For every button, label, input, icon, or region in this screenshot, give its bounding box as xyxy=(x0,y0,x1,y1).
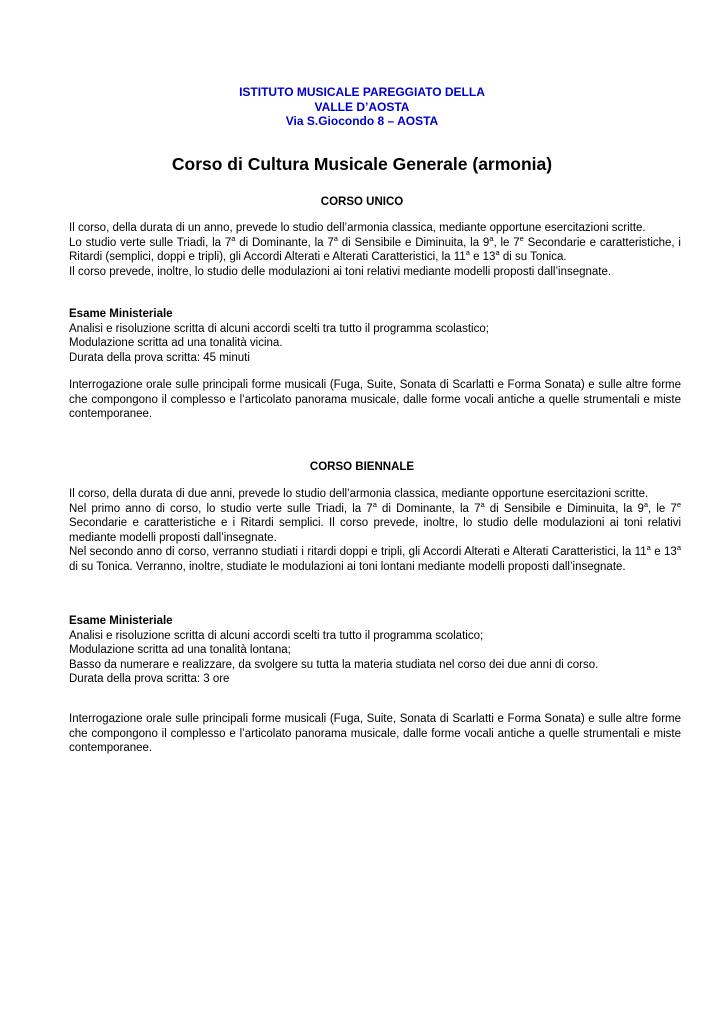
text: Lo studio verte sulle Triadi, la 7 xyxy=(69,236,232,249)
corso-biennale-secondo-anno xyxy=(69,545,681,574)
document-title: Corso di Cultura Musicale Generale (armonia) xyxy=(171,154,553,174)
esame-line: Analisi e risoluzione scritta di alcuni accordi scelti tra tutto il programma scolatico; xyxy=(69,629,484,642)
text: e 13 xyxy=(650,546,677,558)
superscript: a xyxy=(489,233,494,243)
corso-biennale-esame xyxy=(69,614,681,687)
text: Secondarie e caratteristiche, i Ritardi (semplici, doppi e tripli), gli Accordi Alterati e Alterati Caratteristici, la 11 xyxy=(69,236,681,263)
corso-unico-intro: Il corso, della durata di un anno, prevede lo studio dell’armonia classica, mediante opportune esercitazioni scritte. xyxy=(69,222,646,234)
text: , le 7 xyxy=(648,502,677,515)
section-title-corso-unico: CORSO UNICO xyxy=(320,196,404,208)
text: di Dominante, la 7 xyxy=(376,502,481,515)
corso-unico-modulazioni: Il corso prevede, inoltre, lo studio delle modulazioni ai toni relativi mediante modelli proposti dall’insegnate. xyxy=(69,265,612,278)
esame-title: Esame Ministeriale xyxy=(69,615,173,627)
corso-biennale-description xyxy=(69,487,681,574)
esame-line: Basso da numerare e realizzare, da svolgere su tutta la materia studiata nel corso dei due anni di corso. xyxy=(69,658,599,671)
corso-unico-orale: Interrogazione orale sulle principali forme musicali (Fuga, Suite, Sonata di Scarlatti e Forma Sonata) e sulle altre forme che compongono il complesso e l’articolato panorama musicale, dalle forme vocali antiche a quelle strumentali e miste contemporanee. xyxy=(69,379,681,420)
superscript: a xyxy=(495,248,500,258)
esame-line: Modulazione scritta ad una tonalità lontana; xyxy=(69,644,291,656)
corso-biennale-primo-anno xyxy=(69,499,681,546)
superscript: a xyxy=(465,248,470,258)
superscript: a xyxy=(480,499,485,509)
superscript: a xyxy=(676,543,681,553)
text: Nel secondo anno di corso, verranno studiati i ritardi doppi e tripli, gli Accordi Alterati e Alterati Caratteristici, la 11 xyxy=(69,546,647,558)
text: , le 7 xyxy=(493,236,520,249)
text: Secondarie e caratteristiche e i Ritardi semplici. Il corso prevede, inoltre, lo studio delle modulazioni ai toni relativi mediante modelli proposti dall’insegnate. xyxy=(69,517,681,544)
text: di Sensibile e Diminuita, la 9 xyxy=(337,236,490,249)
corso-unico-studio xyxy=(69,233,681,265)
corso-unico-esame xyxy=(69,307,681,365)
superscript: a xyxy=(372,499,377,509)
header-line-2: VALLE D’AOSTA xyxy=(314,99,410,114)
superscript: e xyxy=(676,499,681,509)
text: di Sensibile e Diminuita, la 9 xyxy=(484,502,644,515)
institute-header xyxy=(0,85,724,129)
esame-line: Analisi e risoluzione scritta di alcuni accordi scelti tra tutto il programma scolastico; xyxy=(69,322,489,335)
section-title-corso-biennale: CORSO BIENNALE xyxy=(309,461,415,473)
text: Nel primo anno di corso, lo studio verte sulle Triadi, la 7 xyxy=(69,502,373,515)
corso-biennale-orale: Interrogazione orale sulle principali forme musicali (Fuga, Suite, Sonata di Scarlatti e Forma Sonata) e sulle altre forme che compongono il complesso e l’articolato panorama musicale, dalle forme vocali antiche a quelle strumentali e miste contemporanee. xyxy=(69,713,681,754)
corso-biennale-intro: Il corso, della durata di due anni, prevede lo studio dell’armonia classica, mediante opportune esercitazioni scritte. xyxy=(69,488,649,500)
esame-title: Esame Ministeriale xyxy=(69,308,173,320)
text: di su Tonica. Verranno, inoltre, studiate le modulazioni ai toni lontani mediante modelli proposti dall’insegnate. xyxy=(69,560,626,573)
text: e 13 xyxy=(469,251,496,263)
superscript: a xyxy=(231,233,236,243)
text: di su Tonica. xyxy=(499,251,567,263)
header-line-3: Via S.Giocondo 8 – AOSTA xyxy=(285,114,439,128)
esame-line: Durata della prova scritta: 45 minuti xyxy=(69,351,250,364)
esame-line: Durata della prova scritta: 3 ore xyxy=(69,673,230,685)
superscript: a xyxy=(333,233,338,243)
header-line-1: ISTITUTO MUSICALE PAREGGIATO DELLA xyxy=(239,85,485,99)
text: di Dominante, la 7 xyxy=(235,236,334,249)
superscript: a xyxy=(646,543,651,553)
esame-line: Modulazione scritta ad una tonalità vicina. xyxy=(69,337,283,349)
corso-unico-description xyxy=(69,221,681,279)
superscript: e xyxy=(519,233,524,243)
superscript: a xyxy=(643,499,649,509)
